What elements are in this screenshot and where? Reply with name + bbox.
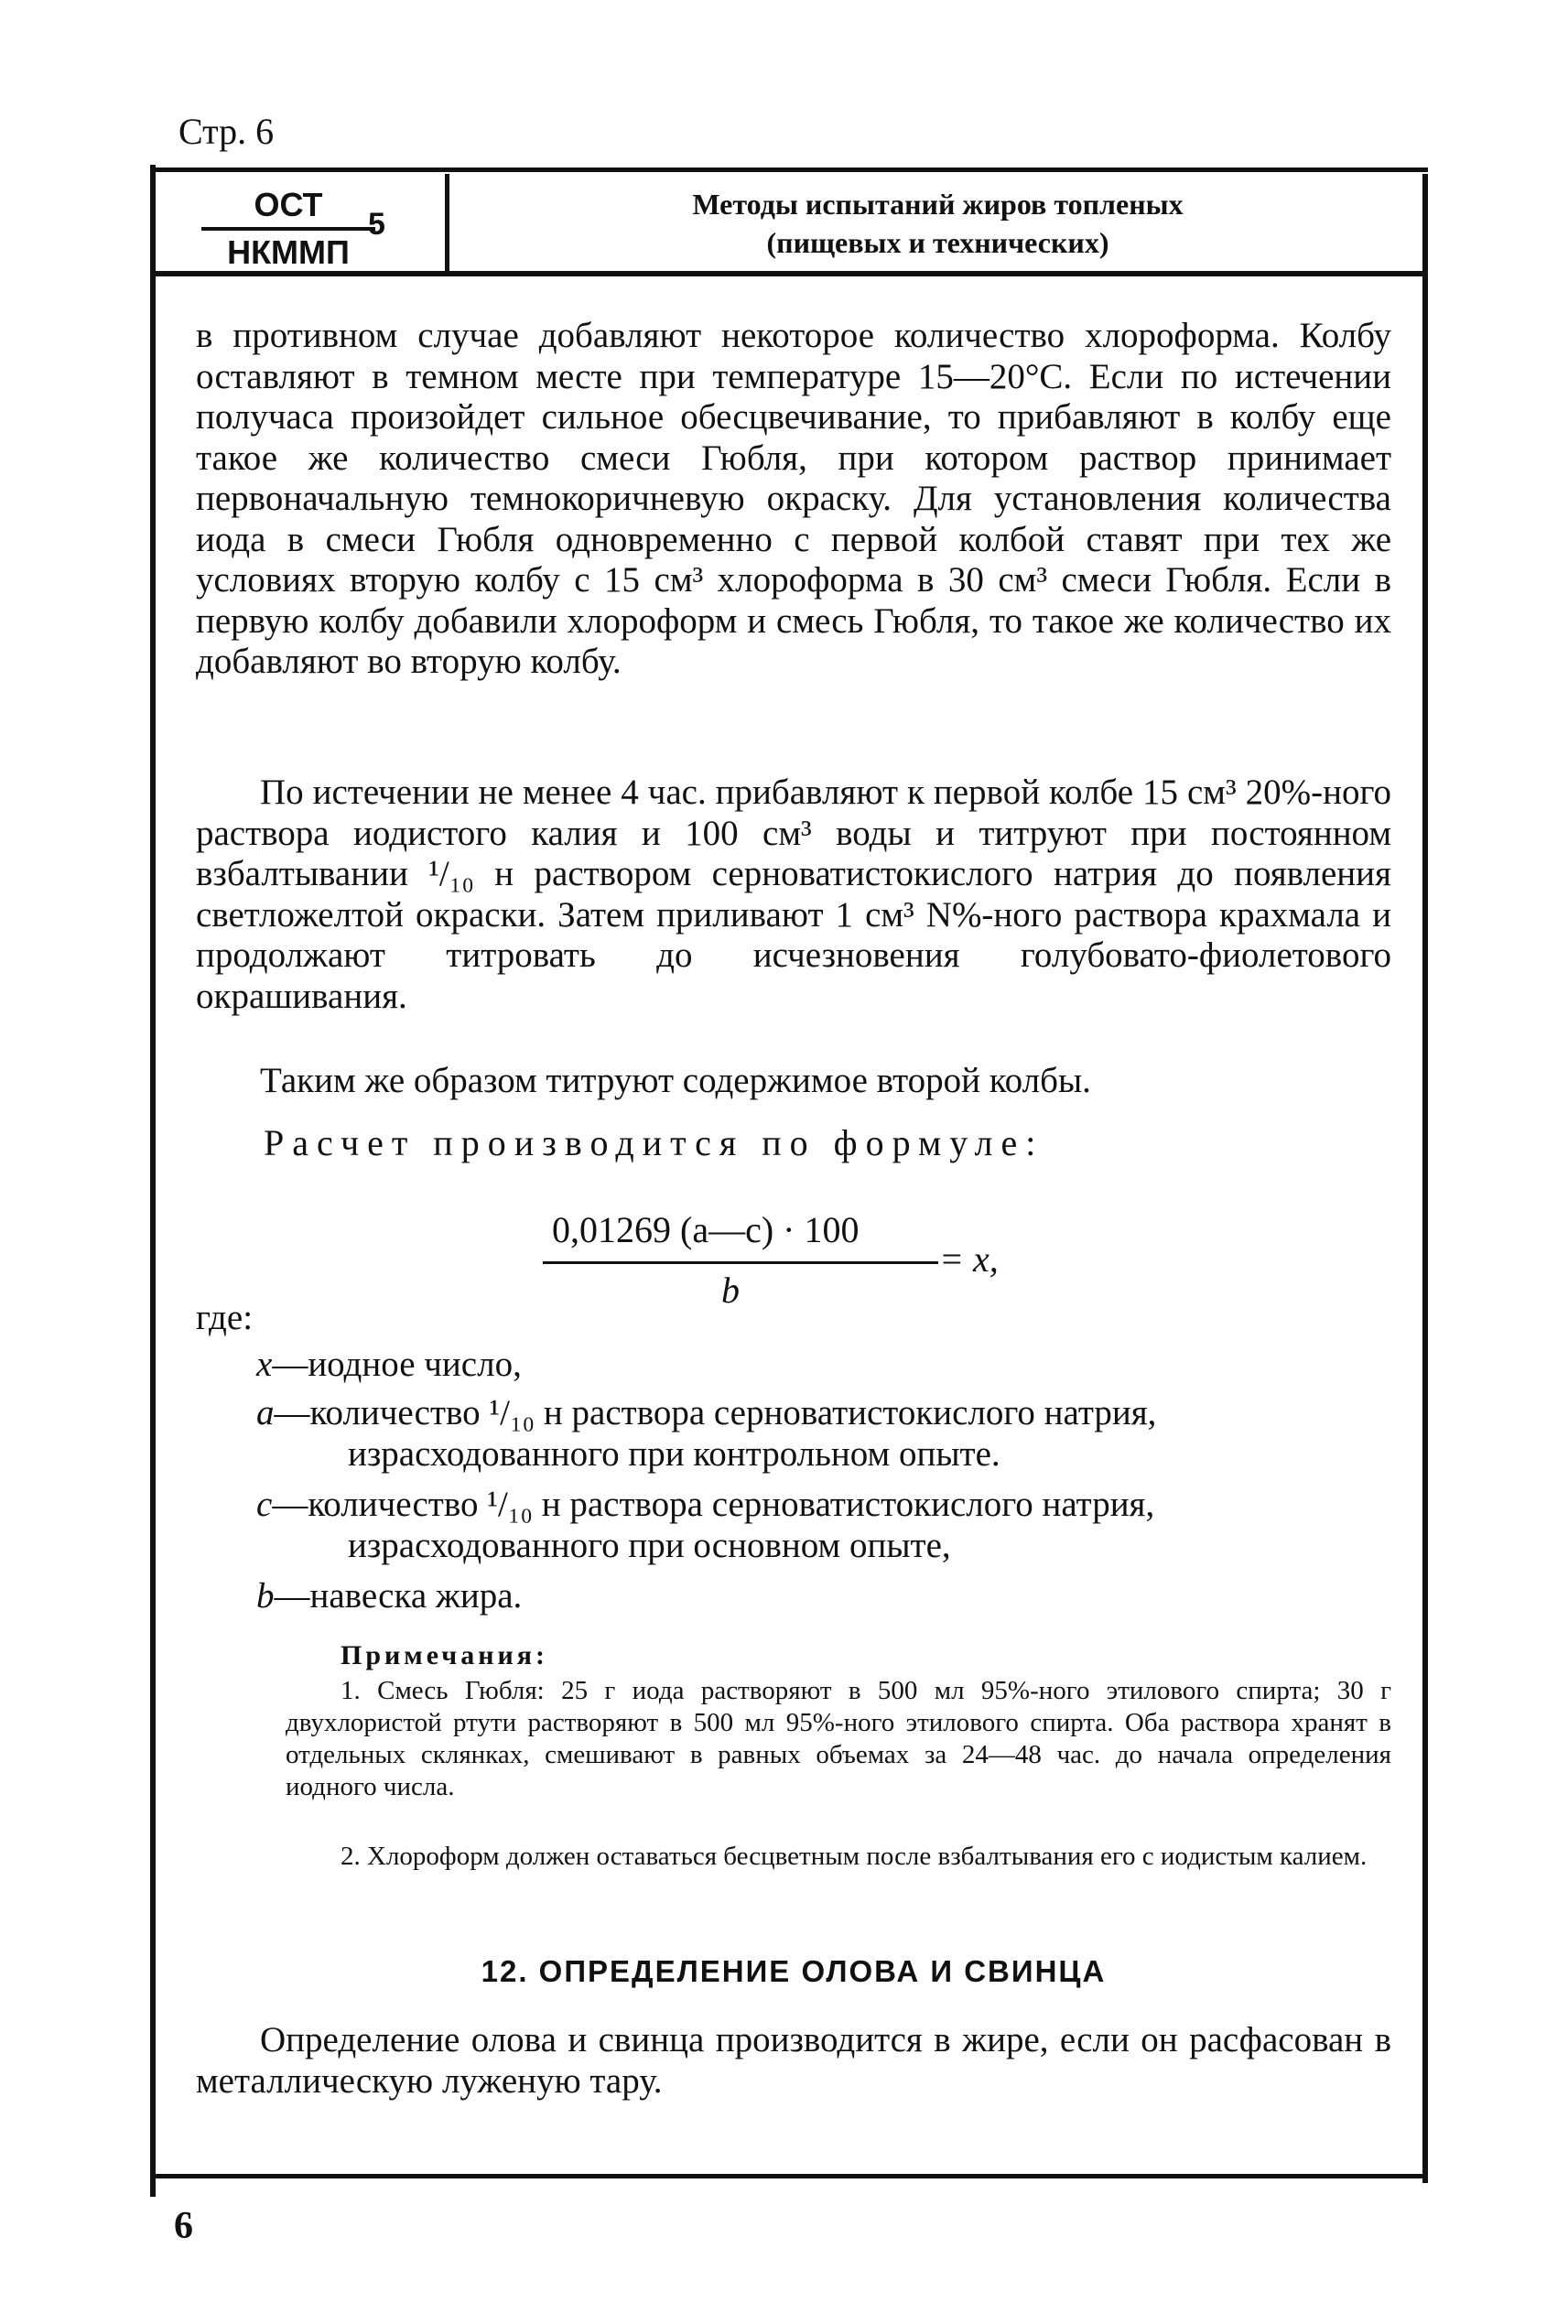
variable-b <box>256 1576 1391 1617</box>
frame-right-border <box>1422 174 1428 2183</box>
variable-text: —количество ¹/₁₀ н раствора серноватистокислого натрия, <box>272 1485 1155 1524</box>
formula-intro: Расчет производится по формуле: <box>264 1122 1044 1163</box>
formula-denominator: b <box>721 1270 740 1311</box>
variable-x <box>256 1345 1391 1386</box>
where-label: где: <box>196 1298 254 1337</box>
standard-number: 5 <box>368 207 385 242</box>
page-label: Стр. 6 <box>178 111 275 152</box>
paragraph-3: Таким же образом титруют содержимое второй колбы. <box>260 1061 1091 1100</box>
formula-result: = x, <box>939 1238 999 1280</box>
variable-a <box>256 1393 1391 1475</box>
header-title-line1: Методы испытаний жиров топленых <box>692 188 1184 221</box>
notes-heading: Примечания: <box>341 1640 549 1670</box>
standard-code-bottom: НКММП <box>227 233 350 271</box>
note-1: 1. Смесь Гюбля: 25 г иода растворяют в 500 мл 95%-ного этилового спирта; 30 г двухлористой ртути растворяют в 500 мл 95%-ного этилового спирта. Оба раствора хранят в отдельных склянках, смешивают в равных объемах за 24—48 час. до начала определения иодного числа. <box>286 1676 1391 1801</box>
variable-symbol: c <box>256 1485 273 1524</box>
header-separator <box>445 174 449 275</box>
variable-text: —количество ¹/₁₀ н раствора серноватистокислого натрия, <box>274 1393 1157 1432</box>
formula-numerator: 0,01269 (a—c) · 100 <box>552 1209 860 1250</box>
variable-symbol: x <box>256 1345 273 1384</box>
header-title-line2: (пищевых и технических) <box>766 226 1109 259</box>
standard-code-top: ОСТ <box>201 183 375 231</box>
note-2: 2. Хлороформ должен оставаться бесцветным после взбалтывания его с иодистым калием. <box>341 1842 1368 1871</box>
section-paragraph: Определение олова и свинца производится в жире, если он расфасован в металлическую луженую тару. <box>196 2020 1391 2101</box>
frame-left-border <box>150 165 156 2197</box>
header-top-rule <box>150 168 1428 172</box>
variable-c <box>256 1485 1391 1566</box>
variable-symbol: a <box>256 1393 275 1432</box>
variable-symbol: b <box>256 1576 275 1616</box>
variable-continuation: израсходованного при контрольном опыте. <box>348 1433 1000 1474</box>
variable-continuation: израсходованного при основном опыте, <box>348 1525 951 1565</box>
section-title: 12. ОПРЕДЕЛЕНИЕ ОЛОВА И СВИНЦА <box>481 1954 1107 1988</box>
paragraph-2: По истечении не менее 4 час. прибавляют к первой колбе 15 см³ 20%-ного раствора иодистого калия и 100 см³ воды и титруют при постоянном взбалтывании ¹/₁₀ н раствором серноватистокислого натрия до появления светложелтой окраски. Затем приливают 1 см³ N%-ного раствора крахмала и продолжают титровать до исчезновения голубовато-фиолетового окрашивания. <box>196 773 1391 1016</box>
page-number: 6 <box>174 2205 193 2247</box>
variable-text: —иодное число, <box>272 1345 522 1384</box>
paragraph-1: в противном случае добавляют некоторое количество хлороформа. Колбу оставляют в темном месте при температуре 15—20°С. Если по истечении получаса произойдет сильное обесцвечивание, то прибавляют в колбу еще такое же количество смеси Гюбля, при котором раствор принимает первоначальную темнокоричневую окраску. Для установления количества иода в смеси Гюбля одновременно с первой колбой ставят при тех же условиях вторую колбу с 15 см³ хлороформа в 30 см³ смеси Гюбля. Если в первую колбу добавили хлороформ и смесь Гюбля, то такое же количество их добавляют во вторую колбу. <box>196 316 1391 681</box>
standard-code <box>201 183 375 275</box>
footer-rule <box>150 2174 1428 2178</box>
header-title <box>453 185 1422 262</box>
formula <box>543 1208 1055 1309</box>
fraction-bar <box>543 1261 938 1264</box>
variable-text: —навеска жира. <box>274 1576 523 1616</box>
